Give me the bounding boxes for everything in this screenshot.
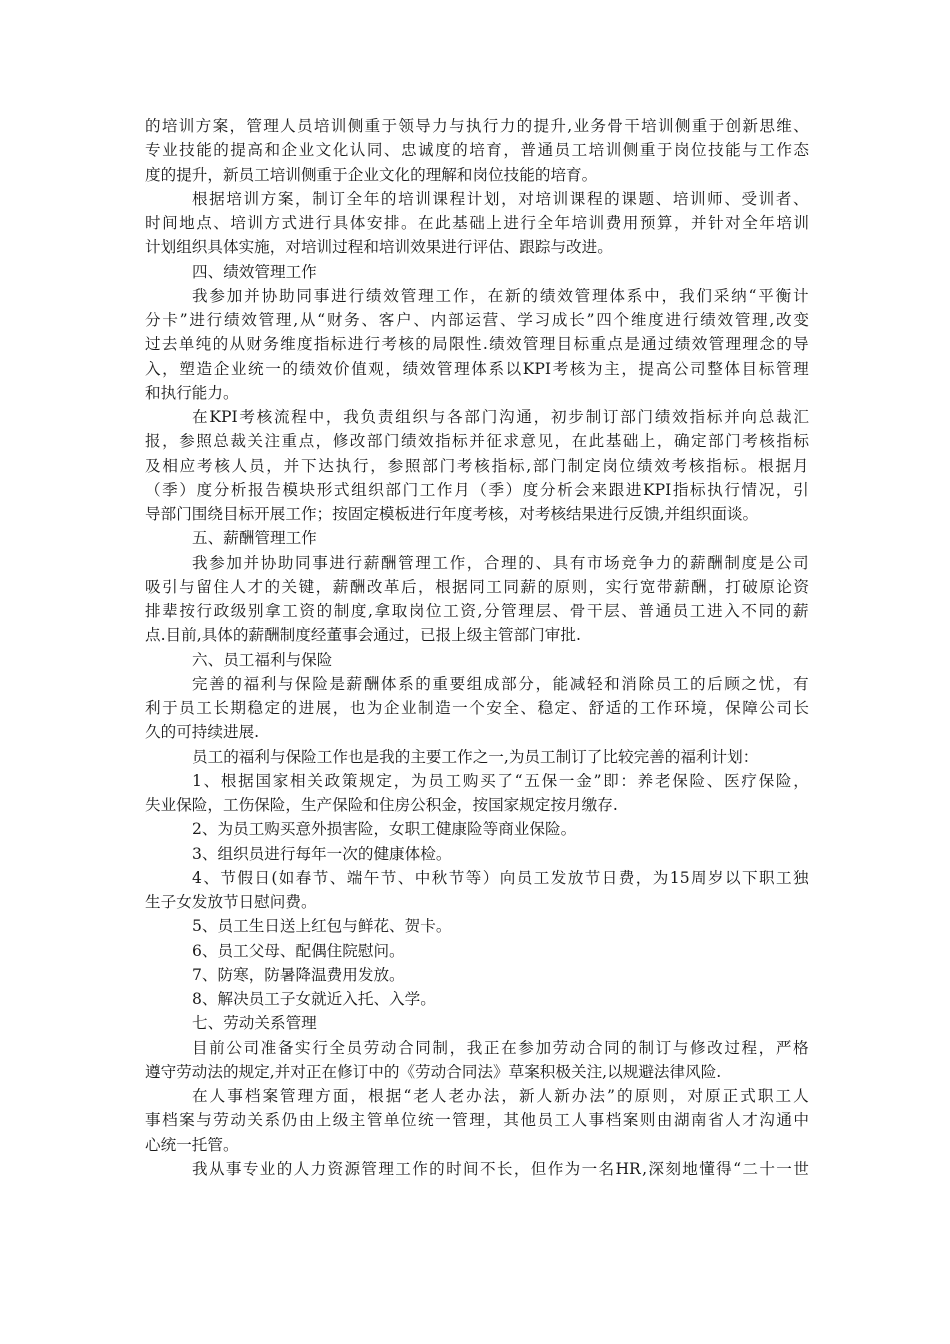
text-line: 点.目前,具体的薪酬制度经董事会通过，已报上级主管部门审批. bbox=[145, 626, 581, 645]
text-line: 生子女发放节日慰问费。 bbox=[145, 893, 317, 911]
list-item bbox=[145, 914, 809, 938]
text-line: 1 、 根 据 国 家 相 关 政 策 规 定 ， 为 员 工 购 买 了 “ 五 保 一 金 ” 即 ： 养 老 保 险 、 医 疗 保 险 ， bbox=[192, 771, 809, 790]
paragraph bbox=[145, 284, 809, 405]
list-item bbox=[145, 939, 809, 963]
section-heading bbox=[145, 1011, 809, 1035]
text-line: 7、防寒，防暑降温费用发放。 bbox=[192, 965, 405, 984]
text-line: 员工的福利与保险工作也是我的主要工作之一,为员工制订了比较完善的福利计划： bbox=[192, 747, 759, 766]
paragraph bbox=[145, 1157, 809, 1181]
text-line: 8、解决员工子女就近入托、入学。 bbox=[192, 990, 436, 1008]
text-line: 完 善 的 福 利 与 保 险 是 薪 酬 体 系 的 重 要 组 成 部 分 ， 能 减 轻 和 消 除 员 工 的 后 顾 之 忧 ， 有 bbox=[192, 674, 809, 693]
text-line: 入 ， 塑 造 企 业 统 一 的 绩 效 价 值 观 ， 绩 效 管 理 体 系 以 KPI 考 核 为 主 ， 提 高 公 司 整 体 目 标 管 理 bbox=[145, 359, 809, 378]
text-line: 6、员工父母、配偶住院慰问。 bbox=[192, 941, 405, 960]
text-line: 久的可持续进展. bbox=[145, 723, 260, 742]
text-line: 四、绩效管理工作 bbox=[192, 262, 317, 281]
text-line: 在 人 事 档 案 管 理 方 面 ， 根 据 “ 老 人 老 办 法 ， 新 人 新 办 法 ” 的 原 则 ， 对 原 正 式 职 工 人 bbox=[192, 1087, 809, 1105]
text-line: 报 ， 参 照 总 裁 关 注 重 点 ， 修 改 部 门 绩 效 指 标 并 征 求 意 见 ， 在 此 基 础 上 ， 确 定 部 门 考 核 指 标 bbox=[145, 432, 809, 451]
text-line: 时 间 地 点 、 培 训 方 式 进 行 具 体 安 排 。 在 此 基 础 上 进 行 全 年 培 训 费 用 预 算 ， 并 针 对 全 年 培 训 bbox=[145, 214, 809, 232]
paragraph bbox=[145, 187, 809, 260]
list-item bbox=[145, 963, 809, 987]
text-line: 计划组织具体实施，对培训过程和培训效果进行评估、跟踪与改进。 bbox=[145, 238, 613, 257]
text-line: 和执行能力。 bbox=[145, 383, 239, 402]
text-line: 分 卡 ” 进 行 绩 效 管 理 , 从 “ 财 务 、 客 户 、 内 部 运 营 、 学 习 成 长 ” 四 个 维 度 进 行 绩 效 管 理 , 改 变 bbox=[145, 311, 809, 329]
section-heading bbox=[145, 260, 809, 284]
paragraph bbox=[145, 745, 809, 769]
text-line: 根 据 培 训 方 案 ， 制 订 全 年 的 培 训 课 程 计 划 ， 对 培 训 课 程 的 课 题 、 培 训 师 、 受 训 者 、 bbox=[192, 189, 809, 208]
text-line: （ 季 ） 度 分 析 报 告 模 块 形 式 组 织 部 门 工 作 月 （ 季 ） 度 分 析 会 来 跟 进 KPI 指 标 执 行 情 况 ， 引 bbox=[145, 480, 809, 499]
list-item bbox=[145, 842, 809, 866]
section-heading bbox=[145, 526, 809, 550]
paragraph bbox=[145, 1036, 809, 1085]
paragraph bbox=[145, 405, 809, 526]
text-line: 导部门围绕目标开展工作；按固定模板进行年度考核，对考核结果进行反馈,并组织面谈。 bbox=[145, 505, 759, 523]
text-line: 五、薪酬管理工作 bbox=[192, 529, 317, 548]
text-line: 排 辈 按 行 政 级 别 拿 工 资 的 制 度 , 拿 取 岗 位 工 资 , 分 管 理 层 、 骨 干 层 、 普 通 员 工 进 入 不 同 的 薪 bbox=[145, 602, 809, 620]
text-line: 3、组织员进行每年一次的健康体检。 bbox=[192, 844, 452, 863]
text-line: 我 从 事 专 业 的 人 力 资 源 管 理 工 作 的 时 间 不 长 ， 但 作 为 一 名 HR , 深 刻 地 懂 得 “ 二 十 一 世 bbox=[192, 1159, 809, 1178]
text-line: 六、员工福利与保险 bbox=[192, 650, 333, 669]
text-line: 遵守劳动法的规定,并对正在修订中的《劳动合同法》草案积极关注,以规避法律风险. bbox=[145, 1062, 722, 1081]
text-line: 专 业 技 能 的 提 高 和 企 业 文 化 认 同 、 忠 诚 度 的 培 育 ， 普 通 员 工 培 训 侧 重 于 岗 位 技 能 与 工 作 态 bbox=[145, 141, 809, 160]
paragraph bbox=[145, 551, 809, 648]
text-line: 在 KPI 考 核 流 程 中 ， 我 负 责 组 织 与 各 部 门 沟 通 ， 初 步 制 订 部 门 绩 效 指 标 并 向 总 裁 汇 bbox=[192, 408, 809, 426]
list-item bbox=[145, 987, 809, 1011]
text-line: 失业保险，工伤保险，生产保险和住房公积金，按国家规定按月缴存. bbox=[145, 796, 618, 814]
list-item bbox=[145, 817, 809, 841]
document-body bbox=[145, 114, 809, 1181]
paragraph bbox=[145, 672, 809, 745]
text-line: 5、员工生日送上红包与鲜花、贺卡。 bbox=[192, 917, 452, 936]
text-line: 事 档 案 与 劳 动 关 系 仍 由 上 级 主 管 单 位 统 一 管 理 ， 其 他 员 工 人 事 档 案 则 由 湖 南 省 人 才 沟 通 中 bbox=[145, 1111, 809, 1130]
text-line: 4 、 节 假 日 ( 如 春 节 、 端 午 节 、 中 秋 节 等 ） 向 员 工 发 放 节 日 费 ， 为 15 周 岁 以 下 职 工 独 bbox=[192, 868, 809, 887]
paragraph bbox=[145, 769, 809, 818]
paragraph bbox=[145, 866, 809, 915]
text-line: 目 前 公 司 准 备 实 行 全 员 劳 动 合 同 制 ， 我 正 在 参 加 劳 动 合 同 的 制 订 与 修 改 过 程 ， 严 格 bbox=[192, 1038, 809, 1057]
text-line: 七、劳动关系管理 bbox=[192, 1014, 317, 1033]
text-line: 吸 引 与 留 住 人 才 的 关 键 ， 薪 酬 改 革 后 ， 根 据 同 工 同 薪 的 原 则 ， 实 行 宽 带 薪 酬 ， 打 破 原 论 资 bbox=[145, 577, 809, 596]
text-line: 我 参 加 并 协 助 同 事 进 行 绩 效 管 理 工 作 ， 在 新 的 绩 效 管 理 体 系 中 ， 我 们 采 纳 “ 平 衡 计 bbox=[192, 286, 809, 305]
text-line: 2、为员工购买意外损害险，女职工健康险等商业保险。 bbox=[192, 820, 577, 839]
text-line: 度的提升，新员工培训侧重于企业文化的理解和岗位技能的培育。 bbox=[145, 165, 598, 184]
paragraph bbox=[145, 114, 809, 187]
text-line: 心统一托管。 bbox=[145, 1135, 239, 1154]
text-line: 我 参 加 并 协 助 同 事 进 行 薪 酬 管 理 工 作 ， 合 理 的 、 具 有 市 场 竞 争 力 的 薪 酬 制 度 是 公 司 bbox=[192, 553, 809, 572]
text-line: 的 培 训 方 案 ， 管 理 人 员 培 训 侧 重 于 领 导 力 与 执 行 力 的 提 升 , 业 务 骨 干 培 训 侧 重 于 创 新 思 维 、 bbox=[145, 117, 809, 135]
section-heading bbox=[145, 648, 809, 672]
text-line: 过 去 单 纯 的 从 财 务 维 度 指 标 进 行 考 核 的 局 限 性 . 绩 效 管 理 目 标 重 点 是 通 过 绩 效 管 理 理 念 的 导 bbox=[145, 335, 809, 354]
paragraph bbox=[145, 1084, 809, 1157]
text-line: 及 相 应 考 核 人 员 ， 并 下 达 执 行 ， 参 照 部 门 考 核 指 标 , 部 门 制 定 岗 位 绩 效 考 核 指 标 。 根 据 月 bbox=[145, 456, 809, 475]
text-line: 利 于 员 工 长 期 稳 定 的 进 展 ， 也 为 企 业 制 造 一 个 安 全 、 稳 定 、 舒 适 的 工 作 环 境 ， 保 障 公 司 长 bbox=[145, 699, 809, 717]
